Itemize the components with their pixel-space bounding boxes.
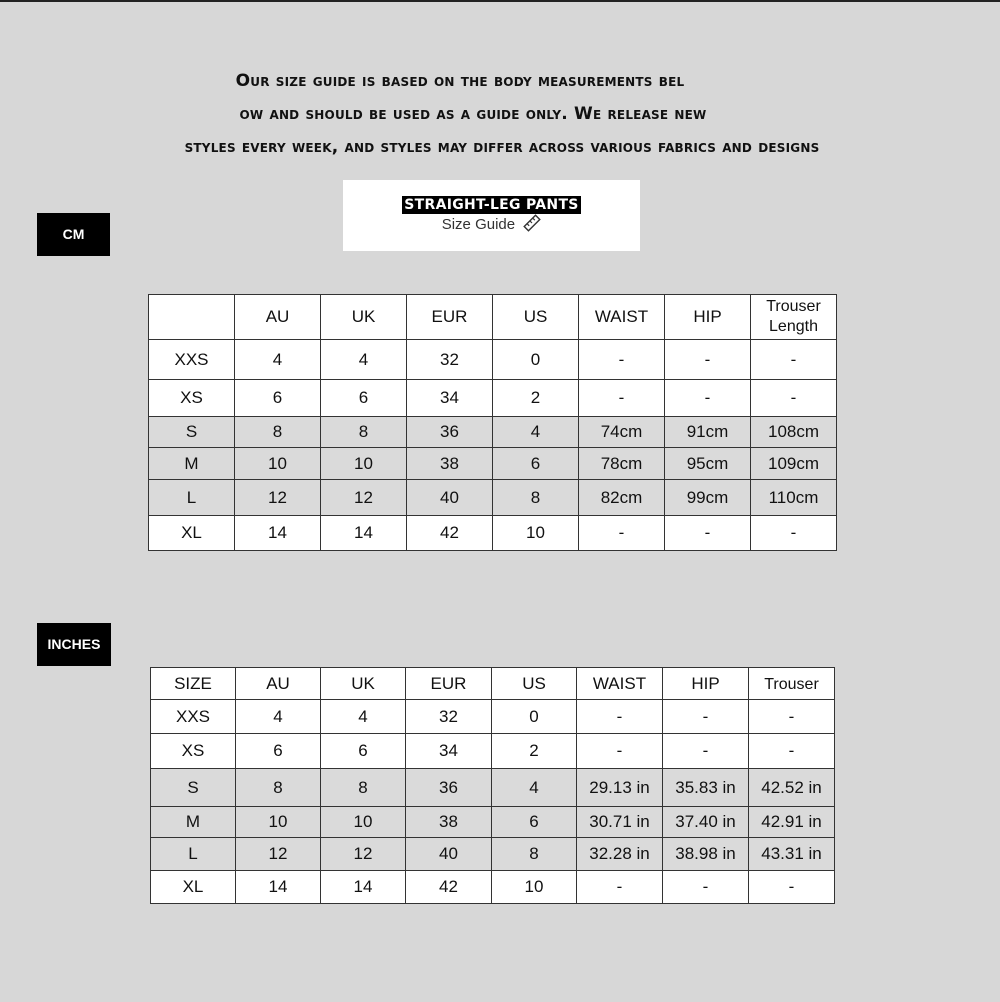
header-cell: WAIST [579, 295, 665, 340]
header-cell: EUR [407, 295, 493, 340]
size-cell: XS [151, 734, 236, 769]
table-cell: 10 [321, 807, 406, 838]
table-cell: 34 [406, 734, 492, 769]
header-cell: SIZE [151, 668, 236, 700]
table-cell: 6 [492, 807, 577, 838]
header-cell: EUR [406, 668, 492, 700]
table-row [149, 448, 837, 480]
table-cell: - [577, 871, 663, 904]
table-cell: 4 [235, 340, 321, 380]
product-title: STRAIGHT-LEG PANTS [404, 197, 579, 213]
table-cell: 10 [235, 448, 321, 480]
table-row [151, 734, 835, 769]
table-cell: - [751, 340, 837, 380]
table-cell: 4 [493, 417, 579, 448]
table-cell: 12 [235, 480, 321, 516]
intro-line-2: ow and should be used as a guide only. We release new [239, 104, 707, 124]
title-box [343, 180, 640, 251]
table-cell: 14 [235, 516, 321, 551]
table-cell: 8 [321, 417, 407, 448]
table-row [149, 480, 837, 516]
table-cell: 82cm [579, 480, 665, 516]
table-row [151, 807, 835, 838]
table-cell: 6 [235, 380, 321, 417]
table-cell: 4 [236, 700, 321, 734]
cm-size-table [148, 294, 837, 551]
header-cell: AU [235, 295, 321, 340]
table-cell: 42 [406, 871, 492, 904]
header-cell: HIP [663, 668, 749, 700]
size-cell: XS [149, 380, 235, 417]
ruler-icon [523, 214, 541, 236]
header-cell: Trouser Length [751, 295, 837, 340]
table-cell: 34 [407, 380, 493, 417]
table-cell: 14 [321, 871, 406, 904]
table-row [149, 417, 837, 448]
size-guide-label: Size Guide [441, 215, 516, 233]
inches-header-row [151, 668, 835, 700]
table-cell: 36 [406, 769, 492, 807]
table-cell: 6 [236, 734, 321, 769]
table-cell: 91cm [665, 417, 751, 448]
trouser-length-header: Trouser [764, 675, 819, 693]
table-cell: - [749, 734, 835, 769]
table-cell: 12 [321, 838, 406, 871]
table-cell: 6 [493, 448, 579, 480]
table-cell: - [663, 700, 749, 734]
table-cell: - [751, 380, 837, 417]
table-row [151, 700, 835, 734]
header-cell: UK [321, 668, 406, 700]
table-cell: 8 [493, 480, 579, 516]
size-guide-subtitle [343, 214, 640, 236]
table-cell: 37.40 in [663, 807, 749, 838]
table-cell: 8 [236, 769, 321, 807]
table-cell: 38 [406, 807, 492, 838]
table-row [151, 871, 835, 904]
cm-header-row [149, 295, 837, 340]
inches-label: INCHES [37, 623, 111, 666]
table-cell: - [665, 516, 751, 551]
table-cell: 30.71 in [577, 807, 663, 838]
table-cell: 0 [492, 700, 577, 734]
header-cell [749, 668, 835, 700]
table-row [149, 340, 837, 380]
table-cell: 10 [492, 871, 577, 904]
table-cell: - [663, 734, 749, 769]
table-cell: 110cm [751, 480, 837, 516]
table-cell: 6 [321, 734, 406, 769]
table-row [151, 838, 835, 871]
table-cell: 2 [492, 734, 577, 769]
header-cell: US [492, 668, 577, 700]
table-row [151, 769, 835, 807]
table-cell: 8 [492, 838, 577, 871]
table-cell: 78cm [579, 448, 665, 480]
table-cell: - [749, 700, 835, 734]
table-cell: 108cm [751, 417, 837, 448]
table-row [149, 380, 837, 417]
intro-line-3: styles every week, and styles may differ across various fabrics and designs [184, 137, 820, 157]
size-cell: XL [149, 516, 235, 551]
table-cell: - [751, 516, 837, 551]
size-cell: S [149, 417, 235, 448]
table-cell: - [577, 700, 663, 734]
table-cell: 36 [407, 417, 493, 448]
cm-label: CM [37, 213, 110, 256]
table-cell: 10 [493, 516, 579, 551]
inches-size-table [150, 667, 835, 904]
table-cell: 2 [493, 380, 579, 417]
header-cell: HIP [665, 295, 751, 340]
size-cell: XXS [149, 340, 235, 380]
table-cell: - [663, 871, 749, 904]
table-cell: 4 [492, 769, 577, 807]
table-cell: 42.91 in [749, 807, 835, 838]
table-cell: 32 [407, 340, 493, 380]
table-cell: 40 [407, 480, 493, 516]
table-cell: 43.31 in [749, 838, 835, 871]
size-cell: L [149, 480, 235, 516]
header-cell: UK [321, 295, 407, 340]
table-cell: - [579, 516, 665, 551]
table-cell: 14 [321, 516, 407, 551]
table-cell: - [579, 380, 665, 417]
table-cell: 35.83 in [663, 769, 749, 807]
table-cell: - [577, 734, 663, 769]
table-cell: 12 [321, 480, 407, 516]
table-cell: 14 [236, 871, 321, 904]
table-cell: 10 [321, 448, 407, 480]
table-cell: 4 [321, 340, 407, 380]
table-cell: 4 [321, 700, 406, 734]
size-cell: S [151, 769, 236, 807]
table-cell: 38 [407, 448, 493, 480]
size-cell: XXS [151, 700, 236, 734]
table-cell: 42 [407, 516, 493, 551]
table-cell: 40 [406, 838, 492, 871]
table-cell: 32 [406, 700, 492, 734]
table-cell: 109cm [751, 448, 837, 480]
table-cell: 74cm [579, 417, 665, 448]
header-cell [149, 295, 235, 340]
size-cell: M [149, 448, 235, 480]
table-cell: 0 [493, 340, 579, 380]
size-cell: L [151, 838, 236, 871]
table-cell: - [665, 380, 751, 417]
table-cell: 42.52 in [749, 769, 835, 807]
table-row [149, 516, 837, 551]
size-cell: M [151, 807, 236, 838]
table-cell: 38.98 in [663, 838, 749, 871]
table-cell: - [579, 340, 665, 380]
table-cell: - [749, 871, 835, 904]
table-cell: 6 [321, 380, 407, 417]
table-cell: 8 [321, 769, 406, 807]
intro-line-1: Our size guide is based on the body measurements bel [235, 71, 685, 91]
table-cell: 32.28 in [577, 838, 663, 871]
table-cell: 10 [236, 807, 321, 838]
header-cell: AU [236, 668, 321, 700]
table-cell: 95cm [665, 448, 751, 480]
table-cell: 29.13 in [577, 769, 663, 807]
table-cell: - [665, 340, 751, 380]
table-cell: 12 [236, 838, 321, 871]
top-border [0, 0, 1000, 2]
header-cell: WAIST [577, 668, 663, 700]
size-cell: XL [151, 871, 236, 904]
header-cell: US [493, 295, 579, 340]
table-cell: 8 [235, 417, 321, 448]
table-cell: 99cm [665, 480, 751, 516]
